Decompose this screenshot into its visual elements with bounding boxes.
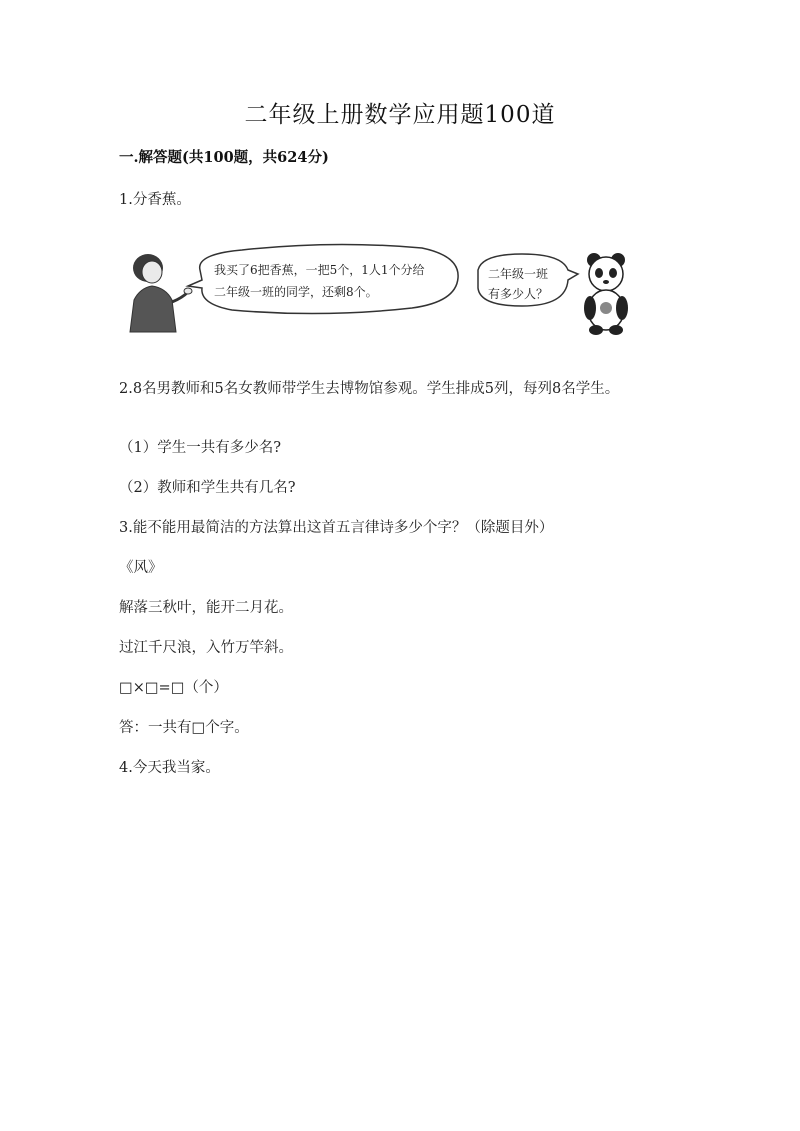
- poem-line-2: 过江千尺浪，入竹万竿斜。: [119, 640, 293, 656]
- teacher-figure: [130, 254, 192, 332]
- panda-figure: [584, 253, 628, 335]
- poem-line-1: 解落三秋叶，能开二月花。: [119, 600, 293, 616]
- panda-bubble-line2: 有多少人？: [488, 287, 549, 301]
- banana-illustration: [122, 240, 632, 340]
- question-2-part-1: （1）学生一共有多少名?: [119, 440, 281, 456]
- teacher-speech-bubble: [188, 244, 458, 313]
- teacher-bubble-line2: 二年级一班的同学，还剩8个。: [214, 285, 378, 299]
- section-heading: 一.解答题(共100题，共624分): [119, 149, 329, 166]
- panda-speech-bubble: [478, 254, 578, 306]
- equation-blank: □×□=□（个）: [119, 680, 228, 696]
- teacher-bubble-line1: 我买了6把香蕉，一把5个，1人1个分给: [214, 263, 425, 277]
- question-2-text: 2.8名男教师和5名女教师带学生去博物馆参观。学生排成5列，每列8名学生。: [119, 381, 620, 397]
- question-4-text: 4.今天我当家。: [119, 760, 220, 776]
- question-2-part-2: （2）教师和学生共有几名?: [119, 480, 296, 496]
- poem-title: 《风》: [119, 560, 163, 576]
- panda-bubble-line1: 二年级一班: [488, 267, 549, 281]
- question-1-text: 1.分香蕉。: [119, 192, 191, 208]
- answer-blank: 答：一共有□个字。: [119, 720, 249, 736]
- question-3-text: 3.能不能用最简洁的方法算出这首五言律诗多少个字？（除题目外）: [119, 520, 554, 536]
- document-title: 二年级上册数学应用题100道: [244, 102, 556, 128]
